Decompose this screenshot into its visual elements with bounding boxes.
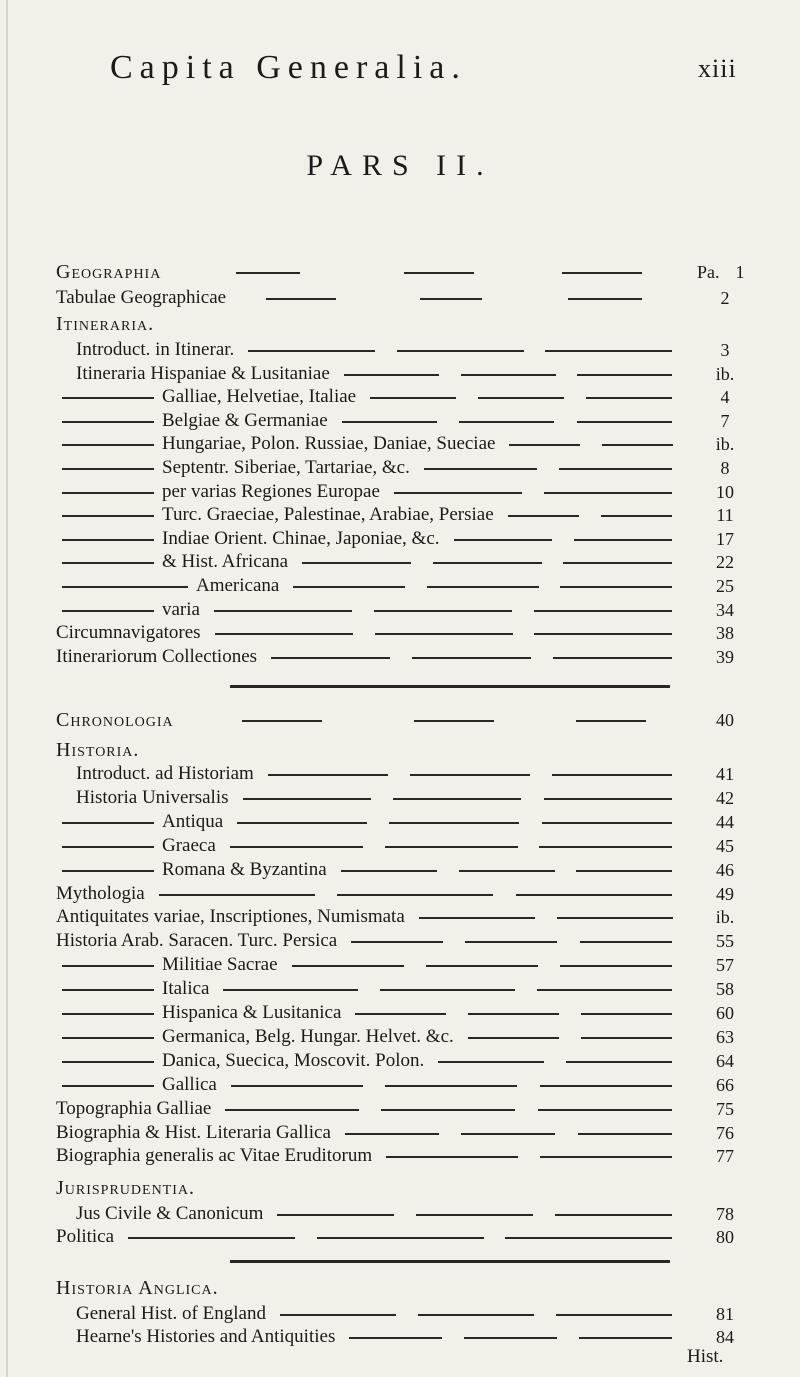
entry-label: Septentr. Siberiae, Tartariae, &c.: [162, 457, 410, 478]
leader-dash: [266, 298, 336, 300]
section-divider: [230, 685, 670, 688]
leader-dash: [602, 444, 673, 446]
leader-dash: [563, 562, 672, 564]
leader-dash: [393, 798, 521, 800]
page-label: Pa.: [697, 262, 720, 282]
leader-dash: [242, 720, 322, 722]
ditto-rule: [62, 610, 154, 612]
toc-row-geographia: [0, 260, 800, 284]
leader-dash: [560, 586, 672, 588]
leader-dash: [237, 822, 367, 824]
entry-label: Galliae, Helvetiae, Italiae: [162, 386, 357, 408]
leader-dash: [128, 1237, 295, 1239]
toc-row: [0, 409, 800, 433]
page-number: 80: [716, 1227, 734, 1247]
page-number: 34: [716, 599, 734, 620]
page-number: 46: [716, 859, 734, 880]
leader-dash: [243, 798, 371, 800]
leader-dash: [459, 421, 554, 423]
ditto-rule: [62, 421, 154, 423]
page-number: ib.: [715, 907, 735, 928]
ditto-rule: [62, 1085, 154, 1087]
leader-dash: [410, 774, 530, 776]
leader-dash: [394, 492, 522, 494]
entry-label: & Hist. Africana: [162, 551, 289, 573]
leader-dash: [342, 421, 437, 423]
leader-dash: [545, 350, 672, 352]
section-heading-itineraria: Itineraria.: [56, 313, 155, 335]
leader-dash: [433, 562, 542, 564]
leader-dash: [230, 846, 363, 848]
toc-row: [0, 598, 800, 622]
toc-row: [0, 503, 800, 527]
leader-dash: [539, 846, 672, 848]
leader-dash: [385, 1085, 517, 1087]
leader-dash: [223, 989, 358, 991]
page-number: 44: [716, 811, 734, 832]
toc-row: [0, 574, 800, 598]
page-number: 10: [716, 481, 734, 502]
page-number: 57: [716, 955, 734, 976]
section-heading-historia-anglica: Historia Anglica.: [56, 1277, 219, 1299]
entry-label: Germanica, Belg. Hungar. Helvet. &c.: [162, 1025, 454, 1047]
page-number: 55: [716, 931, 734, 952]
leader-dash: [560, 965, 672, 967]
leader-dash: [534, 610, 672, 612]
entry-label: Italica: [162, 978, 210, 1000]
toc-row: [0, 286, 800, 310]
page-number: 42: [716, 787, 734, 808]
toc-row: [0, 527, 800, 551]
ditto-rule: [62, 586, 188, 588]
entry-label: Antiqua: [162, 810, 224, 832]
leader-dash: [577, 421, 672, 423]
entry-label: Historia Universalis: [76, 786, 229, 808]
toc-row: [0, 762, 800, 786]
toc-row: [0, 929, 800, 953]
leader-dash: [540, 1156, 672, 1158]
entry-label: Tabulae Geographicae: [56, 287, 227, 308]
leader-dash: [375, 633, 513, 635]
catchword: Hist.: [687, 1346, 724, 1367]
leader-dash: [586, 397, 672, 399]
page-number: 58: [716, 979, 734, 1000]
leader-dash: [236, 272, 300, 274]
section-divider: [230, 1260, 670, 1263]
leader-dash: [538, 1109, 672, 1111]
toc-row-jurisprudentia: [0, 1176, 800, 1200]
leader-dash: [578, 1133, 672, 1135]
leader-dash: [271, 657, 390, 659]
toc-row: [0, 882, 800, 906]
leader-dash: [225, 1109, 359, 1111]
page-number: 1: [735, 262, 745, 282]
entry-label: Militiae Sacrae: [162, 954, 278, 976]
leader-dash: [418, 1314, 534, 1316]
toc-row: [0, 858, 800, 882]
page-number: 8: [720, 458, 730, 478]
leader-dash: [389, 822, 519, 824]
toc-row: [0, 1225, 800, 1249]
page-number: 66: [716, 1074, 734, 1095]
entry-label: Graeca: [162, 834, 216, 856]
leader-dash: [579, 1337, 672, 1339]
page-number: 22: [716, 552, 734, 573]
leader-dash: [581, 1013, 672, 1015]
leader-dash: [556, 1314, 672, 1316]
leader-dash: [534, 633, 672, 635]
leader-dash: [557, 917, 673, 919]
entry-label: Itineraria Hispaniae & Lusitaniae: [76, 362, 330, 384]
page-edge: [6, 0, 8, 1377]
toc-row-itineraria: [0, 312, 800, 336]
ditto-rule: [62, 989, 154, 991]
toc-row: [0, 1073, 800, 1097]
toc-row: [0, 480, 800, 504]
entry-label: Turc. Graeciae, Palestinae, Arabiae, Persiae: [162, 504, 494, 526]
leader-dash: [576, 870, 672, 872]
leader-dash: [542, 822, 672, 824]
toc-row: [0, 362, 800, 386]
leader-dash: [248, 350, 375, 352]
leader-dash: [351, 941, 443, 943]
leader-dash: [544, 492, 672, 494]
entry-label: Americana: [196, 575, 280, 596]
page-number: 41: [716, 764, 734, 784]
leader-dash: [277, 1214, 394, 1216]
page-number: 39: [716, 646, 734, 667]
leader-dash: [601, 515, 672, 517]
ditto-rule: [62, 444, 154, 446]
leader-dash: [562, 272, 642, 274]
entry-label: Politica: [56, 1226, 115, 1247]
ditto-rule: [62, 492, 154, 494]
page-number: 81: [716, 1304, 734, 1324]
ditto-rule: [62, 562, 154, 564]
leader-dash: [386, 1156, 518, 1158]
leader-dash: [540, 1085, 672, 1087]
entry-label: Introduct. ad Historiam: [76, 763, 254, 784]
leader-dash: [576, 720, 646, 722]
entry-label: Hispanica & Lusitanica: [162, 1002, 342, 1023]
ditto-rule: [62, 822, 154, 824]
page-number: 40: [716, 710, 734, 730]
toc-row-historia-anglica: [0, 1276, 800, 1300]
leader-dash: [468, 1037, 559, 1039]
toc-row: [0, 1325, 800, 1349]
leader-dash: [420, 298, 482, 300]
page-number: 45: [716, 835, 734, 856]
leader-dash: [459, 870, 555, 872]
leader-dash: [419, 917, 535, 919]
leader-dash: [385, 846, 518, 848]
entry-label: Biographia & Hist. Literaria Gallica: [56, 1121, 331, 1143]
leader-dash: [559, 468, 672, 470]
entry-label: Hearne's Histories and Antiquities: [76, 1326, 336, 1347]
entry-label: Biographia generalis ac Vitae Eruditorum: [56, 1145, 373, 1167]
leader-dash: [505, 1237, 672, 1239]
leader-dash: [215, 633, 353, 635]
ditto-rule: [62, 870, 154, 872]
toc-row-historia: [0, 738, 800, 762]
leader-dash: [341, 870, 437, 872]
ditto-rule: [62, 539, 154, 541]
leader-dash: [280, 1314, 396, 1316]
page-number: 64: [716, 1050, 734, 1071]
entry-label: Belgiae & Germaniae: [162, 409, 328, 431]
ditto-rule: [62, 1013, 154, 1015]
leader-dash: [577, 374, 672, 376]
leader-dash: [231, 1085, 363, 1087]
page-number: ib.: [715, 434, 735, 455]
leader-dash: [478, 397, 564, 399]
leader-dash: [337, 894, 493, 896]
leader-dash: [516, 894, 672, 896]
leader-dash: [381, 1109, 515, 1111]
entry-label: Hungariae, Polon. Russiae, Daniae, Sueciae: [162, 433, 496, 455]
leader-dash: [468, 1013, 559, 1015]
leader-dash: [292, 965, 404, 967]
ditto-rule: [62, 846, 154, 848]
page-number: 11: [716, 505, 734, 526]
entry-label: Antiquitates variae, Inscriptiones, Numismata: [56, 906, 405, 928]
leader-dash: [465, 941, 557, 943]
toc-row: [0, 550, 800, 574]
leader-dash: [293, 586, 405, 588]
entry-label: Circumnavigatores: [56, 622, 201, 644]
page-number: 7: [720, 410, 730, 431]
toc-row: [0, 338, 800, 362]
page-number: 63: [716, 1026, 734, 1047]
ditto-rule: [62, 1037, 154, 1039]
entry-label: Topographia Galliae: [56, 1097, 212, 1119]
toc-row: [0, 645, 800, 669]
entry-label: Romana & Byzantina: [162, 858, 327, 880]
section-heading-historia: Historia.: [56, 739, 140, 761]
leader-dash: [544, 798, 672, 800]
toc-row: [0, 810, 800, 834]
leader-dash: [426, 965, 538, 967]
page-number: 78: [716, 1204, 734, 1224]
ditto-rule: [62, 515, 154, 517]
entry-label: varia: [162, 598, 200, 620]
leader-dash: [380, 989, 515, 991]
entry-label: General Hist. of England: [76, 1303, 266, 1324]
page-number: 4: [720, 387, 730, 408]
leader-dash: [355, 1013, 446, 1015]
toc-row: [0, 621, 800, 645]
toc-row: [0, 977, 800, 1001]
toc-row: [0, 1202, 800, 1226]
page-number: 75: [716, 1098, 734, 1119]
section-heading-jurisprudentia: Jurisprudentia.: [56, 1177, 196, 1199]
page-number: 60: [716, 1003, 734, 1023]
leader-dash: [427, 586, 539, 588]
ditto-rule: [62, 468, 154, 470]
section-heading-geographia: Geographia: [56, 261, 162, 283]
toc-row-chronologia: [0, 708, 800, 732]
leader-dash: [438, 1061, 544, 1063]
toc-row: [0, 834, 800, 858]
entry-label: Itinerariorum Collectiones: [56, 645, 258, 667]
toc-row: [0, 1121, 800, 1145]
leader-dash: [566, 1061, 672, 1063]
leader-dash: [302, 562, 411, 564]
toc-row: [0, 953, 800, 977]
leader-dash: [416, 1214, 533, 1216]
page-number: 49: [716, 883, 734, 904]
leader-dash: [574, 539, 672, 541]
toc-row: [0, 905, 800, 929]
toc-row: [0, 1097, 800, 1121]
leader-dash: [555, 1214, 672, 1216]
leader-dash: [268, 774, 388, 776]
page-number: 17: [716, 528, 734, 549]
leader-dash: [349, 1337, 442, 1339]
leader-dash: [159, 894, 315, 896]
ditto-rule: [62, 965, 154, 967]
leader-dash: [509, 444, 580, 446]
page-number: 84: [716, 1327, 734, 1347]
leader-dash: [552, 774, 672, 776]
leader-dash: [374, 610, 512, 612]
leader-dash: [553, 657, 672, 659]
leader-dash: [424, 468, 537, 470]
leader-dash: [397, 350, 524, 352]
toc-row: [0, 1025, 800, 1049]
entry-label: Gallica: [162, 1073, 217, 1095]
leader-dash: [214, 610, 352, 612]
folio-number: xiii: [698, 54, 737, 83]
ditto-rule: [62, 1061, 154, 1063]
leader-dash: [412, 657, 531, 659]
leader-dash: [461, 1133, 555, 1135]
leader-dash: [461, 374, 556, 376]
page-number: 76: [716, 1122, 734, 1143]
part-title: PARS II.: [306, 149, 494, 182]
leader-dash: [464, 1337, 557, 1339]
leader-dash: [370, 397, 456, 399]
leader-dash: [580, 941, 672, 943]
leader-dash: [581, 1037, 672, 1039]
leader-dash: [414, 720, 494, 722]
entry-label: Mythologia: [56, 882, 145, 904]
leader-dash: [344, 374, 439, 376]
entry-label: Danica, Suecica, Moscovit. Polon.: [162, 1049, 425, 1071]
toc-row: [0, 786, 800, 810]
leader-dash: [508, 515, 579, 517]
entry-label: per varias Regiones Europae: [162, 480, 380, 502]
toc-row: [0, 385, 800, 409]
entry-label: Indiae Orient. Chinae, Japoniae, &c.: [162, 527, 440, 549]
section-heading-chronologia: Chronologia: [56, 709, 174, 731]
toc-row: [0, 456, 800, 480]
toc-row: [0, 1049, 800, 1073]
leader-dash: [568, 298, 642, 300]
leader-dash: [317, 1237, 484, 1239]
toc-row: [0, 1144, 800, 1168]
leader-dash: [537, 989, 672, 991]
page-number: 3: [720, 340, 730, 360]
page-number: 77: [716, 1146, 734, 1167]
entry-label: Introduct. in Itinerar.: [76, 339, 235, 360]
entry-label: Jus Civile & Canonicum: [76, 1203, 264, 1224]
page-number: 38: [716, 623, 734, 644]
toc-row: [0, 432, 800, 456]
leader-dash: [345, 1133, 439, 1135]
page-number: 25: [716, 576, 734, 596]
page-number: ib.: [715, 363, 735, 384]
leader-dash: [404, 272, 474, 274]
toc-row: [0, 1001, 800, 1025]
running-title: Capita Generalia.: [110, 49, 467, 86]
toc-row: [0, 1302, 800, 1326]
ditto-rule: [62, 397, 154, 399]
page-number: 2: [720, 288, 730, 308]
leader-dash: [454, 539, 552, 541]
entry-label: Historia Arab. Saracen. Turc. Persica: [56, 930, 338, 952]
